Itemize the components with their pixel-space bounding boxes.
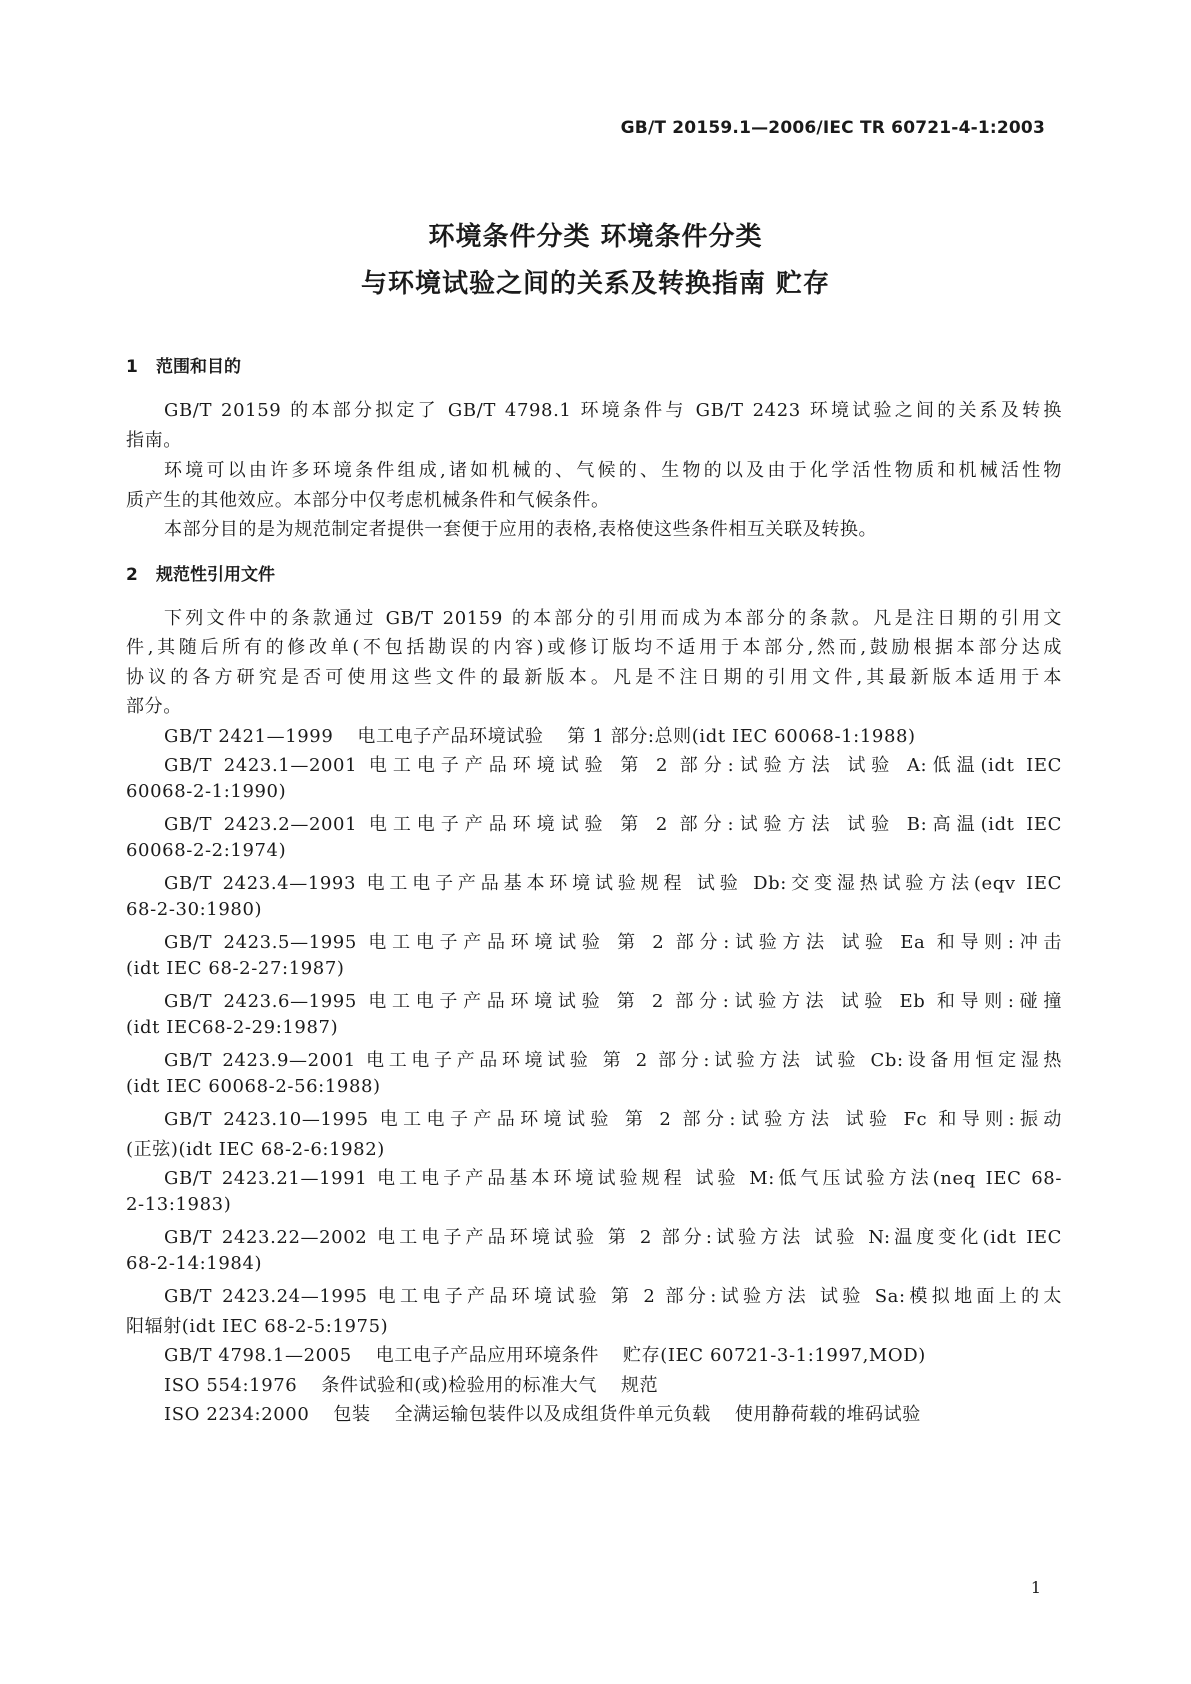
reference-title: 电工电子产品应用环境条件 [375, 1345, 599, 1366]
reference-test: 试验 Eb 和导则:碰撞 [840, 991, 1062, 1012]
reference-title: 包装 [333, 1404, 371, 1425]
reference-code: GB/T 4798.1—2005 [164, 1345, 352, 1366]
reference-title: 电工电子产品环境试验 [377, 1286, 601, 1307]
reference-continuation: 60068-2-1:1990) [126, 781, 287, 802]
paragraph-line: 本部分目的是为规范制定者提供一套便于应用的表格,表格使这些条件相互关联及转换。 [164, 519, 878, 540]
title-line-2: 与环境试验之间的关系及转换指南 贮存 [360, 269, 831, 299]
reference-code: GB/T 2423.4—1993 [164, 873, 357, 894]
reference-part: 第 2 部分:试验方法 [602, 1050, 805, 1071]
section-number: 1 [126, 357, 138, 377]
reference-title: 电工电子产品基本环境试验规程 [366, 873, 687, 894]
reference-title: 电工电子产品环境试验 [357, 726, 544, 747]
paragraph-line: 质产生的其他效应。本部分中仅考虑机械条件和气候条件。 [126, 490, 610, 511]
reference-code: GB/T 2423.1—2001 [164, 755, 358, 776]
reference-title: 电工电子产品环境试验 [379, 1109, 614, 1130]
reference-title: 电工电子产品基本环境试验规程 [377, 1168, 686, 1189]
reference-item [164, 1223, 1062, 1249]
reference-part: 规范 [621, 1375, 659, 1396]
reference-title: 电工电子产品环境试验 [368, 755, 609, 776]
paragraph-line: 环境可以由许多环境条件组成,诸如机械的、气候的、生物的以及由于化学活性物质和机械活性物 [164, 460, 1062, 481]
reference-code: GB/T 2423.22—2002 [164, 1227, 368, 1248]
reference-item [164, 928, 1062, 954]
reference-test: 试验 M:低气压试验方法(neq IEC 68- [695, 1168, 1062, 1189]
reference-test: 试验 Fc 和导则:振动 [845, 1109, 1063, 1130]
reference-continuation: (idt IEC 68-2-27:1987) [126, 958, 345, 979]
reference-item [164, 1046, 1062, 1072]
reference-code: GB/T 2423.9—2001 [164, 1050, 356, 1071]
reference-part: 第 2 部分:试验方法 [616, 991, 830, 1012]
standard-code: GB/T 20159.1—2006/IEC TR 60721-4-1:2003 [620, 118, 1045, 138]
paragraph-line: 下列文件中的条款通过 GB/T 20159 的本部分的引用而成为本部分的条款。凡是注日期的引用文 [164, 608, 1062, 629]
reference-code: GB/T 2423.5—1995 [164, 932, 357, 953]
reference-test: 试验 Db:交变湿热试验方法(eqv IEC [696, 873, 1062, 894]
paragraph-line: 件,其随后所有的修改单(不包括勘误的内容)或修订版均不适用于本部分,然而,鼓励根据本部分达成 [126, 637, 1062, 658]
paragraph-line: 协议的各方研究是否可使用这些文件的最新版本。凡是不注日期的引用文件,其最新版本适用于本 [126, 667, 1062, 688]
reference-code: ISO 554:1976 [164, 1375, 298, 1396]
section-heading-2 [126, 560, 275, 585]
reference-part: 第 2 部分:试验方法 [611, 1286, 810, 1307]
reference-title: 电工电子产品环境试验 [368, 814, 609, 835]
reference-test: 试验 B:高温(idt IEC [847, 814, 1063, 835]
section-title: 范围和目的 [156, 357, 241, 377]
reference-item [164, 1282, 1062, 1308]
reference-title: 电工电子产品环境试验 [377, 1227, 599, 1248]
page-number: 1 [1030, 1578, 1041, 1597]
reference-continuation: 阳辐射(idt IEC 68-2-5:1975) [126, 1316, 389, 1337]
reference-item [164, 987, 1062, 1013]
reference-part: 第 2 部分:试验方法 [617, 932, 830, 953]
section-number: 2 [126, 565, 138, 585]
reference-test: 试验 Ea 和导则:冲击 [841, 932, 1063, 953]
section-title: 规范性引用文件 [156, 565, 275, 585]
reference-continuation: 68-2-30:1980) [126, 899, 263, 920]
reference-test: 试验 Cb:设备用恒定湿热 [814, 1050, 1063, 1071]
reference-item [164, 1400, 1062, 1426]
reference-test: 试验 Sa:模拟地面上的太 [820, 1286, 1063, 1307]
reference-test: 使用静荷载的堆码试验 [734, 1404, 921, 1425]
section-heading-1 [126, 352, 241, 377]
reference-part: 全满运输包装件以及成组货件单元负载 [394, 1404, 711, 1425]
reference-continuation: 60068-2-2:1974) [126, 840, 287, 861]
reference-item [164, 1371, 1062, 1397]
reference-code: GB/T 2423.2—2001 [164, 814, 358, 835]
reference-title: 条件试验和(或)检验用的标准大气 [321, 1375, 598, 1396]
reference-code: GB/T 2421—1999 [164, 726, 334, 747]
reference-item [164, 869, 1062, 895]
reference-part: 贮存(IEC 60721-3-1:1997,MOD) [623, 1345, 926, 1366]
reference-test: 试验 N:温度变化(idt IEC [814, 1227, 1063, 1248]
reference-part: 第 2 部分:试验方法 [624, 1109, 835, 1130]
reference-item [164, 1341, 1062, 1367]
reference-part: 第 2 部分:试验方法 [620, 814, 836, 835]
reference-title: 电工电子产品环境试验 [368, 991, 606, 1012]
reference-item [164, 1164, 1062, 1190]
reference-continuation: (idt IEC68-2-29:1987) [126, 1017, 339, 1038]
reference-code: GB/T 2423.21—1991 [164, 1168, 368, 1189]
reference-continuation: 68-2-14:1984) [126, 1253, 263, 1274]
paragraph-line: 部分。 [126, 696, 182, 717]
reference-part: 第 2 部分:试验方法 [607, 1227, 805, 1248]
reference-continuation: (idt IEC 60068-2-56:1988) [126, 1076, 381, 1097]
reference-code: GB/T 2423.6—1995 [164, 991, 357, 1012]
reference-code: ISO 2234:2000 [164, 1404, 310, 1425]
reference-test: 试验 A:低温(idt IEC [847, 755, 1062, 776]
reference-title: 电工电子产品环境试验 [368, 932, 606, 953]
reference-title: 电工电子产品环境试验 [366, 1050, 593, 1071]
reference-part: 第 2 部分:试验方法 [620, 755, 836, 776]
reference-item [164, 1105, 1062, 1131]
reference-part: 第 1 部分:总则(idt IEC 60068-1:1988) [567, 726, 916, 747]
reference-continuation: 2-13:1983) [126, 1194, 232, 1215]
reference-continuation: (正弦)(idt IEC 68-2-6:1982) [126, 1139, 385, 1160]
title-line-1: 环境条件分类 环境条件分类 [428, 222, 763, 252]
paragraph-line: GB/T 20159 的本部分拟定了 GB/T 4798.1 环境条件与 GB/T 2423 环境试验之间的关系及转换 [164, 400, 1062, 421]
reference-code: GB/T 2423.10—1995 [164, 1109, 369, 1130]
paragraph-line: 指南。 [126, 430, 182, 451]
reference-code: GB/T 2423.24—1995 [164, 1286, 368, 1307]
reference-item [164, 722, 1062, 748]
reference-item [164, 810, 1062, 836]
reference-item [164, 751, 1062, 777]
